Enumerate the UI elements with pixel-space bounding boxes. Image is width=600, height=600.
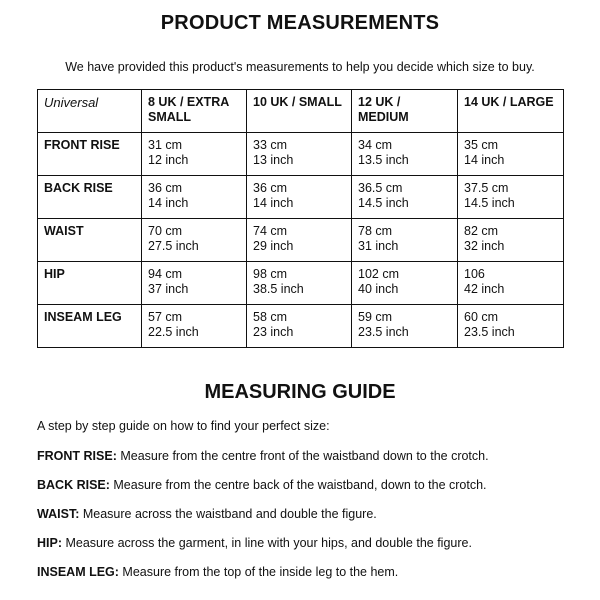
guide-text: Measure from the centre back of the waistband, down to the crotch. <box>109 478 487 492</box>
table-row <box>38 176 564 219</box>
table-cell <box>352 262 458 305</box>
guide-term: INSEAM LEG: <box>37 565 119 579</box>
table-cell <box>247 305 352 348</box>
cell-inch: 23.5 inch <box>358 325 409 339</box>
column-header-line: SMALL <box>148 110 192 124</box>
table-cell <box>247 133 352 176</box>
cell-inch: 27.5 inch <box>148 239 199 253</box>
column-header-line: 12 UK / <box>358 95 401 109</box>
column-header-line: MEDIUM <box>358 110 409 124</box>
cell-inch: 22.5 inch <box>148 325 199 339</box>
guide-term: FRONT RISE: <box>37 449 117 463</box>
cell-cm: 37.5 cm <box>464 181 509 195</box>
column-header-12uk <box>352 90 458 133</box>
guide-term: BACK RISE: <box>37 478 110 492</box>
cell-inch: 31 inch <box>358 239 399 253</box>
guide-text: Measure across the waistband and double the figure. <box>79 507 377 521</box>
column-header-10uk: 10 UK / SMALL <box>247 90 352 133</box>
cell-cm: 34 cm <box>358 138 393 152</box>
cell-inch: 14 inch <box>148 196 189 210</box>
cell-cm: 74 cm <box>253 224 288 238</box>
cell-cm: 70 cm <box>148 224 183 238</box>
guide-item-front-rise <box>37 449 577 463</box>
guide-term: HIP: <box>37 536 62 550</box>
table-cell <box>142 176 247 219</box>
table-cell <box>352 133 458 176</box>
page-title: PRODUCT MEASUREMENTS <box>160 12 440 34</box>
table-cell <box>458 219 564 262</box>
cell-inch: 23 inch <box>253 325 294 339</box>
guide-text: Measure from the top of the inside leg to the hem. <box>118 565 399 579</box>
column-header-8uk <box>142 90 247 133</box>
table-row <box>38 262 564 305</box>
table-cell <box>458 133 564 176</box>
cell-inch: 14.5 inch <box>464 196 515 210</box>
table-cell <box>247 262 352 305</box>
table-row <box>38 219 564 262</box>
table-header-row <box>38 90 564 133</box>
cell-inch: 14 inch <box>464 153 505 167</box>
cell-inch: 40 inch <box>358 282 399 296</box>
cell-cm: 36 cm <box>253 181 288 195</box>
cell-cm: 58 cm <box>253 310 288 324</box>
cell-inch: 14 inch <box>253 196 294 210</box>
cell-cm: 35 cm <box>464 138 499 152</box>
cell-inch: 23.5 inch <box>464 325 515 339</box>
intro-text: We have provided this product's measurements to help you decide which size to buy. <box>65 60 535 74</box>
guide-item-waist <box>37 507 577 521</box>
table-cell <box>458 305 564 348</box>
row-label-waist: WAIST <box>38 219 142 262</box>
table-cell <box>352 176 458 219</box>
table-cell <box>247 176 352 219</box>
table-cell <box>142 262 247 305</box>
row-label-inseam-leg: INSEAM LEG <box>38 305 142 348</box>
table-cell <box>142 133 247 176</box>
cell-inch: 37 inch <box>148 282 189 296</box>
cell-cm: 31 cm <box>148 138 183 152</box>
table-cell <box>247 219 352 262</box>
table-cell <box>352 219 458 262</box>
cell-cm: 33 cm <box>253 138 288 152</box>
table-cell <box>142 305 247 348</box>
cell-inch: 13.5 inch <box>358 153 409 167</box>
cell-inch: 32 inch <box>464 239 505 253</box>
row-label-front-rise: FRONT RISE <box>38 133 142 176</box>
table-cell <box>142 219 247 262</box>
cell-cm: 36 cm <box>148 181 183 195</box>
cell-inch: 29 inch <box>253 239 294 253</box>
cell-cm: 57 cm <box>148 310 183 324</box>
guide-item-back-rise <box>37 478 577 492</box>
cell-inch: 14.5 inch <box>358 196 409 210</box>
guide-term: WAIST: <box>37 507 80 521</box>
table-cell <box>458 262 564 305</box>
cell-inch: 42 inch <box>464 282 505 296</box>
measurements-table <box>37 89 564 348</box>
guide-item-hip <box>37 536 577 550</box>
column-header-14uk: 14 UK / LARGE <box>458 90 564 133</box>
cell-cm: 36.5 cm <box>358 181 403 195</box>
column-header-line: 8 UK / EXTRA <box>148 95 230 109</box>
cell-cm: 98 cm <box>253 267 288 281</box>
cell-cm: 94 cm <box>148 267 183 281</box>
cell-inch: 12 inch <box>148 153 189 167</box>
cell-cm: 78 cm <box>358 224 393 238</box>
row-label-back-rise: BACK RISE <box>38 176 142 219</box>
cell-cm: 102 cm <box>358 267 399 281</box>
table-row <box>38 133 564 176</box>
cell-cm: 59 cm <box>358 310 393 324</box>
guide-title: MEASURING GUIDE <box>204 381 396 403</box>
table-cell <box>352 305 458 348</box>
guide-text: Measure from the centre front of the waistband down to the crotch. <box>116 449 489 463</box>
row-label-hip: HIP <box>38 262 142 305</box>
table-corner-label: Universal <box>38 90 142 133</box>
cell-cm: 106 <box>464 267 485 281</box>
guide-item-inseam-leg <box>37 565 577 579</box>
cell-inch: 38.5 inch <box>253 282 304 296</box>
guide-intro: A step by step guide on how to find your perfect size: <box>37 419 330 433</box>
cell-inch: 13 inch <box>253 153 294 167</box>
cell-cm: 60 cm <box>464 310 499 324</box>
guide-text: Measure across the garment, in line with your hips, and double the figure. <box>62 536 472 550</box>
table-row <box>38 305 564 348</box>
table-cell <box>458 176 564 219</box>
cell-cm: 82 cm <box>464 224 499 238</box>
